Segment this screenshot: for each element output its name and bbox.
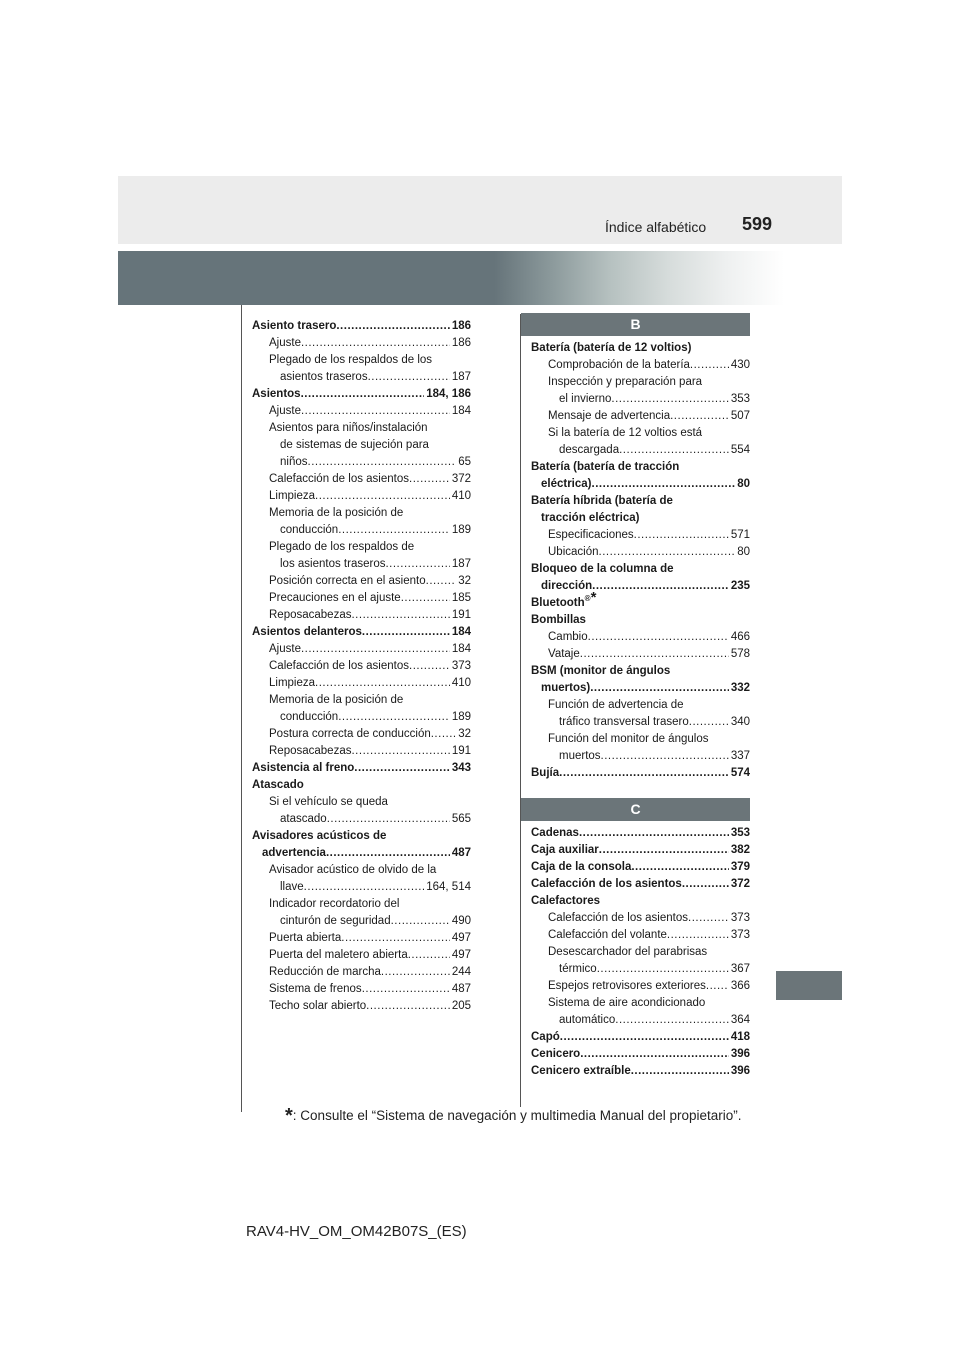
page-reference: 554 — [730, 444, 750, 456]
index-subentry — [531, 944, 750, 978]
page-reference: 430 — [730, 359, 750, 371]
entry-text: Bluetooth®* — [531, 589, 597, 609]
index-entry — [531, 765, 750, 782]
footnote-star: * — [590, 589, 597, 606]
entry-text: Puerta del maletero abierta — [269, 949, 408, 961]
entry-text: tracción eléctrica) — [541, 512, 640, 524]
dot-leader — [615, 1012, 729, 1029]
dot-leader — [409, 658, 450, 675]
index-entry — [531, 842, 750, 859]
page-reference: 574 — [730, 767, 750, 779]
dot-leader — [631, 1063, 729, 1080]
page-reference: 410 — [451, 490, 471, 502]
dot-leader — [301, 641, 450, 658]
dot-leader — [706, 978, 729, 995]
footnote-text: : Consulte el “Sistema de navegación y multimedia Manual del propietario”. — [292, 1108, 742, 1123]
entry-text: Limpieza — [269, 677, 316, 689]
page-reference: 332 — [730, 682, 750, 694]
entry-text: Función de advertencia de — [548, 699, 684, 711]
index-entry — [531, 459, 750, 493]
entry-text: Avisadores acústicos de — [252, 830, 387, 842]
index-column-left — [252, 318, 471, 1015]
index-entry — [252, 777, 471, 794]
dot-leader — [301, 403, 450, 420]
index-entry — [531, 825, 750, 842]
dot-leader — [362, 624, 450, 641]
index-entry — [252, 624, 471, 641]
entry-text: Memoria de la posición de — [269, 694, 404, 706]
index-subentry — [252, 930, 471, 947]
index-tab-marker — [776, 971, 842, 1000]
index-section-c — [531, 825, 750, 1080]
entry-text: Bloqueo de la columna de — [531, 563, 674, 575]
entry-text: automático — [559, 1014, 616, 1026]
dot-leader — [336, 318, 449, 335]
index-subentry — [531, 995, 750, 1029]
page-reference: 366 — [730, 980, 750, 992]
page-reference: 487 — [451, 847, 471, 859]
index-subentry — [252, 658, 471, 675]
page-reference: 490 — [451, 915, 471, 927]
entry-text: los asientos traseros — [280, 558, 386, 570]
entry-text: Batería (batería de tracción — [531, 461, 680, 473]
index-entry — [531, 340, 750, 357]
entry-text: Caja de la consola — [531, 861, 632, 873]
index-subentry — [531, 408, 750, 425]
page-reference: 373 — [730, 929, 750, 941]
page-reference: 191 — [451, 745, 471, 757]
entry-text: Especificaciones — [548, 529, 634, 541]
dot-leader — [351, 743, 449, 760]
header-band — [118, 176, 842, 244]
index-entry — [252, 386, 471, 403]
page-reference: 578 — [730, 648, 750, 660]
page-reference: 186 — [451, 337, 471, 349]
dot-leader — [301, 386, 425, 403]
entry-text: Caja auxiliar — [531, 844, 599, 856]
entry-text: Sistema de aire acondicionado — [548, 997, 706, 1009]
entry-text: Asistencia al freno — [252, 762, 355, 774]
entry-text: térmico — [559, 963, 597, 975]
index-entry — [252, 318, 471, 335]
entry-text: el invierno — [559, 393, 612, 405]
entry-text: conducción — [280, 711, 339, 723]
index-entry — [531, 1046, 750, 1063]
registered-mark: ® — [584, 594, 591, 604]
dot-leader — [401, 590, 450, 607]
index-subentry — [252, 641, 471, 658]
page-reference: 367 — [730, 963, 750, 975]
index-entry — [531, 493, 750, 527]
entry-text: Calefacción de los asientos — [269, 473, 409, 485]
document-code: RAV4-HV_OM_OM42B07S_(ES) — [246, 1223, 467, 1240]
index-subentry — [252, 403, 471, 420]
index-entry — [531, 561, 750, 595]
dot-leader — [688, 910, 729, 927]
index-subentry — [531, 697, 750, 731]
index-subentry — [252, 675, 471, 692]
entry-text: niños — [280, 456, 308, 468]
entry-text: Sistema de frenos — [269, 983, 362, 995]
page-reference: 353 — [730, 393, 750, 405]
entry-text: Si la batería de 12 voltios está — [548, 427, 703, 439]
entry-text: Indicador recordatorio del — [269, 898, 400, 910]
dot-leader — [631, 859, 728, 876]
entry-text: llave — [280, 881, 304, 893]
dot-leader — [338, 522, 450, 539]
page-reference: 373 — [730, 912, 750, 924]
dot-leader — [560, 1029, 729, 1046]
dot-leader — [315, 675, 450, 692]
dot-leader — [362, 981, 450, 998]
entry-text: de sistemas de sujeción para — [280, 439, 429, 451]
entry-text: Plegado de los respaldos de los — [269, 354, 433, 366]
index-subentry — [252, 964, 471, 981]
entry-text: Cambio — [548, 631, 588, 643]
entry-text: Atascado — [252, 779, 304, 791]
entry-text: Ajuste — [269, 337, 301, 349]
page-reference: 80 — [737, 546, 750, 558]
entry-text: Calefacción de los asientos — [531, 878, 682, 890]
entry-text: Calefacción de los asientos — [269, 660, 409, 672]
page-reference: 565 — [451, 813, 471, 825]
entry-text: Ubicación — [548, 546, 599, 558]
page-reference: 507 — [730, 410, 750, 422]
entry-text: Limpieza — [269, 490, 316, 502]
index-subentry — [252, 352, 471, 386]
dot-leader — [327, 811, 450, 828]
entry-text: Bujía — [531, 767, 560, 779]
page-reference: 396 — [730, 1065, 750, 1077]
index-subentry — [531, 927, 750, 944]
entry-text: Precauciones en el ajuste — [269, 592, 401, 604]
entry-text: Función del monitor de ángulos — [548, 733, 709, 745]
dot-leader — [634, 527, 729, 544]
dot-leader — [599, 842, 729, 859]
index-entry — [531, 663, 750, 697]
page-reference: 184 — [451, 643, 471, 655]
page-reference: 340 — [730, 716, 750, 728]
page-reference: 184 — [451, 626, 471, 638]
dot-leader — [592, 476, 736, 493]
entry-text: cinturón de seguridad — [280, 915, 391, 927]
dot-leader — [426, 573, 457, 590]
index-subentry — [252, 998, 471, 1015]
entry-text: Asientos delanteros — [252, 626, 362, 638]
entry-text: Cenicero extraíble — [531, 1065, 631, 1077]
entry-text: eléctrica) — [541, 478, 592, 490]
dot-leader — [619, 442, 729, 459]
index-subentry — [252, 471, 471, 488]
page-reference: 189 — [451, 711, 471, 723]
center-column-rule — [520, 314, 521, 1107]
index-entry — [531, 589, 750, 612]
dot-leader — [308, 454, 457, 471]
entry-text: Desescarchador del parabrisas — [548, 946, 708, 958]
section-title: Índice alfabético — [605, 219, 707, 235]
left-column-rule — [241, 305, 242, 1112]
entry-text: tráfico transversal trasero — [559, 716, 689, 728]
dot-leader — [338, 709, 450, 726]
entry-text: Posición correcta en el asiento — [269, 575, 426, 587]
entry-text: Reposacabezas — [269, 745, 352, 757]
page-reference: 164, 514 — [426, 881, 471, 893]
page-reference: 487 — [451, 983, 471, 995]
entry-text: Postura correcta de conducción — [269, 728, 431, 740]
entry-text: Comprobación de la batería — [548, 359, 690, 371]
dot-leader — [667, 927, 729, 944]
entry-text: Calefacción de los asientos — [548, 912, 688, 924]
dot-leader — [580, 1046, 729, 1063]
dot-leader — [354, 760, 450, 777]
entry-text: Inspección y preparación para — [548, 376, 703, 388]
dot-leader — [592, 578, 729, 595]
page-reference: 80 — [737, 478, 750, 490]
entry-text: Calefacción del volante — [548, 929, 667, 941]
page-reference: 353 — [730, 827, 750, 839]
page-reference: 189 — [451, 524, 471, 536]
dot-leader — [366, 998, 450, 1015]
entry-text: Asientos — [252, 388, 301, 400]
index-subentry — [531, 425, 750, 459]
dot-leader — [670, 408, 729, 425]
page-reference: 373 — [451, 660, 471, 672]
index-entry — [531, 859, 750, 876]
index-entry — [252, 760, 471, 777]
entry-text: Calefactores — [531, 895, 601, 907]
page-reference: 32 — [458, 728, 471, 740]
index-entry — [531, 876, 750, 893]
dot-leader — [601, 748, 729, 765]
index-subentry — [252, 420, 471, 471]
dot-leader — [690, 357, 729, 374]
footnote-star: * — [285, 1105, 293, 1127]
dot-leader — [579, 825, 729, 842]
index-section-b — [531, 340, 750, 782]
page-reference: 187 — [451, 371, 471, 383]
entry-text: Plegado de los respaldos de — [269, 541, 415, 553]
dot-leader — [682, 876, 729, 893]
page-reference: 32 — [458, 575, 471, 587]
page-reference: 185 — [451, 592, 471, 604]
page-reference: 244 — [451, 966, 471, 978]
entry-text: Batería híbrida (batería de — [531, 495, 673, 507]
dot-leader — [689, 714, 729, 731]
index-subentry — [531, 544, 750, 561]
index-subentry — [531, 374, 750, 408]
section-header-b: B — [521, 313, 750, 336]
dot-leader — [315, 488, 450, 505]
page-reference: 382 — [730, 844, 750, 856]
entry-text: conducción — [280, 524, 339, 536]
index-subentry — [252, 505, 471, 539]
dot-leader — [409, 471, 450, 488]
entry-text: muertos — [559, 750, 601, 762]
index-subentry — [252, 573, 471, 590]
page-reference: 343 — [451, 762, 471, 774]
index-subentry — [252, 981, 471, 998]
page-reference: 337 — [730, 750, 750, 762]
page-reference: 191 — [451, 609, 471, 621]
entry-text: muertos) — [541, 682, 591, 694]
page-reference: 372 — [451, 473, 471, 485]
page-reference: 418 — [730, 1031, 750, 1043]
dot-leader — [381, 964, 450, 981]
index-subentry — [252, 794, 471, 828]
dot-leader — [326, 845, 450, 862]
dot-leader — [599, 544, 736, 561]
page-reference: 410 — [451, 677, 471, 689]
entry-text: Mensaje de advertencia — [548, 410, 671, 422]
index-subentry — [252, 488, 471, 505]
dot-leader — [590, 680, 729, 697]
index-subentry — [252, 590, 471, 607]
index-subentry — [531, 629, 750, 646]
index-entry — [531, 1063, 750, 1080]
entry-text: Reducción de marcha — [269, 966, 381, 978]
entry-text: atascado — [280, 813, 327, 825]
index-subentry — [531, 731, 750, 765]
footnote — [285, 1105, 742, 1128]
index-subentry — [531, 357, 750, 374]
entry-text: Cadenas — [531, 827, 579, 839]
entry-text: Vataje — [548, 648, 580, 660]
page-reference: 379 — [730, 861, 750, 873]
index-entry — [252, 828, 471, 862]
dot-leader — [341, 930, 450, 947]
entry-text: Si el vehículo se queda — [269, 796, 388, 808]
index-subentry — [252, 896, 471, 930]
entry-text: Memoria de la posición de — [269, 507, 404, 519]
entry-text: BSM (monitor de ángulos — [531, 665, 671, 677]
entry-text: Cenicero — [531, 1048, 581, 1060]
entry-text: advertencia — [262, 847, 326, 859]
page-reference: 396 — [730, 1048, 750, 1060]
page-reference: 497 — [451, 932, 471, 944]
entry-text: Bombillas — [531, 614, 586, 626]
dot-leader — [611, 391, 728, 408]
entry-text: Asientos para niños/instalación — [269, 422, 428, 434]
entry-text: Espejos retrovisores exteriores — [548, 980, 706, 992]
entry-text: Techo solar abierto — [269, 1000, 367, 1012]
dot-leader — [408, 947, 450, 964]
dot-leader — [597, 961, 729, 978]
page-reference: 364 — [730, 1014, 750, 1026]
index-subentry — [531, 978, 750, 995]
index-subentry — [252, 726, 471, 743]
entry-text: Avisador acústico de olvido de la — [269, 864, 437, 876]
index-entry — [531, 893, 750, 910]
index-subentry — [252, 607, 471, 624]
index-subentry — [252, 539, 471, 573]
index-subentry — [531, 910, 750, 927]
index-subentry — [531, 646, 750, 663]
index-subentry — [252, 335, 471, 352]
dot-leader — [351, 607, 449, 624]
page-number: 599 — [742, 214, 773, 234]
dot-leader — [391, 913, 450, 930]
dot-leader — [368, 369, 450, 386]
index-subentry — [252, 947, 471, 964]
dot-leader — [588, 629, 729, 646]
decorative-gradient-band — [118, 251, 842, 305]
index-entry — [531, 612, 750, 629]
entry-text: Ajuste — [269, 643, 301, 655]
page-reference: 184, 186 — [426, 388, 471, 400]
entry-text: Batería (batería de 12 voltios) — [531, 342, 692, 354]
index-subentry — [531, 527, 750, 544]
page-reference: 466 — [730, 631, 750, 643]
dot-leader — [301, 335, 450, 352]
entry-text: descargada — [559, 444, 620, 456]
dot-leader — [580, 646, 729, 663]
page-reference: 205 — [451, 1000, 471, 1012]
page-reference: 65 — [458, 456, 471, 468]
index-entry — [531, 1029, 750, 1046]
section-header-c: C — [521, 798, 750, 821]
entry-text: Asiento trasero — [252, 320, 337, 332]
entry-text: Reposacabezas — [269, 609, 352, 621]
entry-text: asientos traseros — [280, 371, 368, 383]
dot-leader — [385, 556, 449, 573]
page-reference: 186 — [451, 320, 471, 332]
entry-text: Capó — [531, 1031, 560, 1043]
page-reference: 571 — [730, 529, 750, 541]
entry-text: Ajuste — [269, 405, 301, 417]
dot-leader — [559, 765, 729, 782]
index-subentry — [252, 692, 471, 726]
page-reference: 184 — [451, 405, 471, 417]
index-subentry — [252, 862, 471, 896]
entry-text: dirección — [541, 580, 593, 592]
dot-leader — [431, 726, 456, 743]
page-reference: 497 — [451, 949, 471, 961]
page-reference: 187 — [451, 558, 471, 570]
entry-text: Puerta abierta — [269, 932, 342, 944]
page-reference: 235 — [730, 580, 750, 592]
dot-leader — [304, 879, 425, 896]
index-subentry — [252, 743, 471, 760]
page-reference: 372 — [730, 878, 750, 890]
